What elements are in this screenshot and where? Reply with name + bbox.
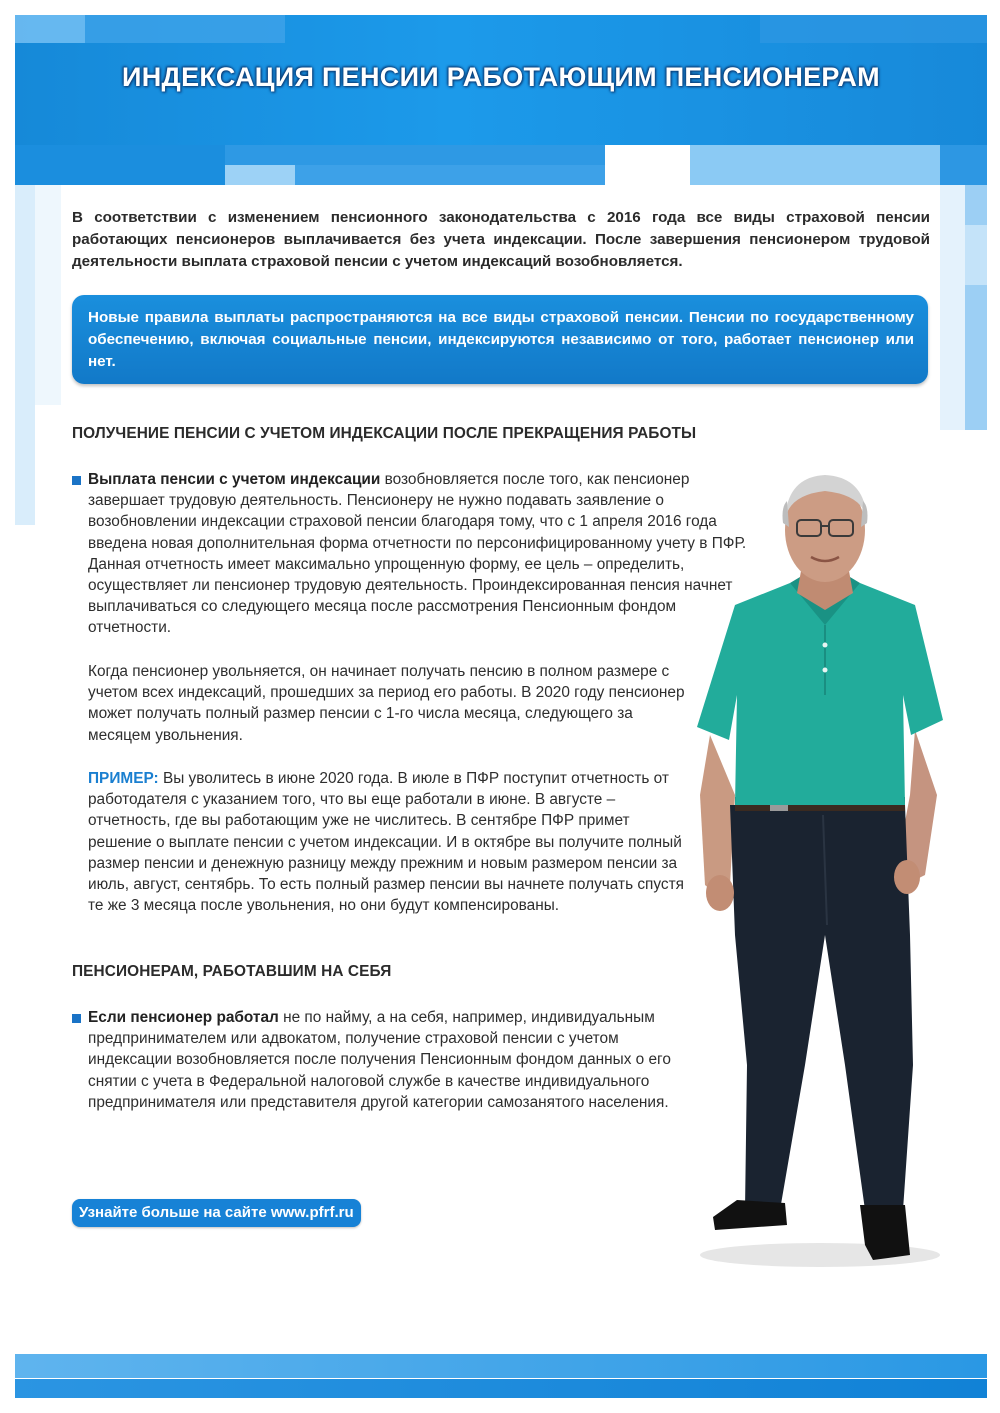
callout-text: Новые правила выплаты распространяются на все виды страховой пенсии. Пенсии по государственному обеспечению, включая социальные пенсии, индексируются независимо от того, работает пенсионер или нет. (88, 309, 914, 370)
page-title: ИНДЕКСАЦИЯ ПЕНСИИ РАБОТАЮЩИМ ПЕНСИОНЕРАМ (122, 62, 880, 92)
example-label: ПРИМЕР: (88, 770, 159, 787)
header-tiles (0, 0, 1000, 240)
footer-band-bottom (15, 1379, 987, 1398)
example-text: Вы уволитесь в июне 2020 года. В июле в ПФР поступит отчетность от работодателя с указанием того, что вы еще работали в июне. В августе – отчетность, где вы работающим уже не числитесь. В сентябре ПФР примет решение о выплате пенсии с учетом индексации. И в октябре вы получите полный размер пенсии и денежную разницу между прежним и новым размером пенсии за июль, август, сентябрь. То есть полный размер пенсии вы начнете получать спустя те же 3 месяца после увольнения, но они будут компенсированы. (88, 770, 684, 915)
paragraph-indexation-resume (88, 469, 758, 639)
paragraph-lead: Выплата пенсии с учетом индексации (88, 471, 381, 488)
paragraph-dismissal: Когда пенсионер увольняется, он начинает получать пенсию в полном размере с учетом всех индексаций, прошедших за период его работы. В 2020 году пенсионер может получать полный размер пенсии с 1-го числа месяца, следующего за месяцем увольнения. (88, 663, 685, 744)
website-link[interactable]: Узнайте больше на сайте www.pfrf.ru (72, 1199, 361, 1227)
paragraph-body: не по найму, а на себя, например, индивидуальным предпринимателем или адвокатом, получение страховой пенсии с учетом индексации возобновляется после получения Пенсионным фондом данных о его снятии с учета в Федеральной налоговой службе в качестве индивидуального предпринимателя или представителя другой категории самозанятого населения. (88, 1009, 671, 1111)
square-bullet-icon (72, 476, 81, 485)
example-paragraph (88, 768, 688, 916)
section-title-self-employed: ПЕНСИОНЕРАМ, РАБОТАВШИМ НА СЕБЯ (72, 963, 392, 980)
square-bullet-icon (72, 1014, 81, 1023)
paragraph-body: возобновляется после того, как пенсионер завершает трудовую деятельность. Пенсионеру не нужно подавать заявление о возобновлении индексации страховой пенсии благодаря тому, что с 1 апреля 2016 года введена новая дополнительная форма отчетности по персонифицированному учету в ПФР. Данная отчетность имеет максимально упрощенную форму, ее цель – определить, осуществляет ли пенсионер трудовую деятельность. Проиндексированная пенсия начнет выплачиваться со следующего месяца после рассмотрения Пенсионным фондом отчетности. (88, 471, 747, 637)
info-callout (72, 295, 928, 384)
footer-band-top (15, 1354, 987, 1378)
pensioner-photo (675, 465, 975, 1275)
section-title-indexation: ПОЛУЧЕНИЕ ПЕНСИИ С УЧЕТОМ ИНДЕКСАЦИИ ПОСЛЕ ПРЕКРАЩЕНИЯ РАБОТЫ (72, 425, 697, 442)
paragraph-lead: Если пенсионер работал (88, 1009, 279, 1026)
paragraph-self-employed (88, 1007, 698, 1113)
intro-paragraph: В соответствии с изменением пенсионного законодательства с 2016 года все виды страховой пенсии работающих пенсионеров выплачивается без учета индексации. После завершения пенсионером трудовой деятельности выплата страховой пенсии с учетом индексаций возобновляется. (72, 209, 930, 270)
